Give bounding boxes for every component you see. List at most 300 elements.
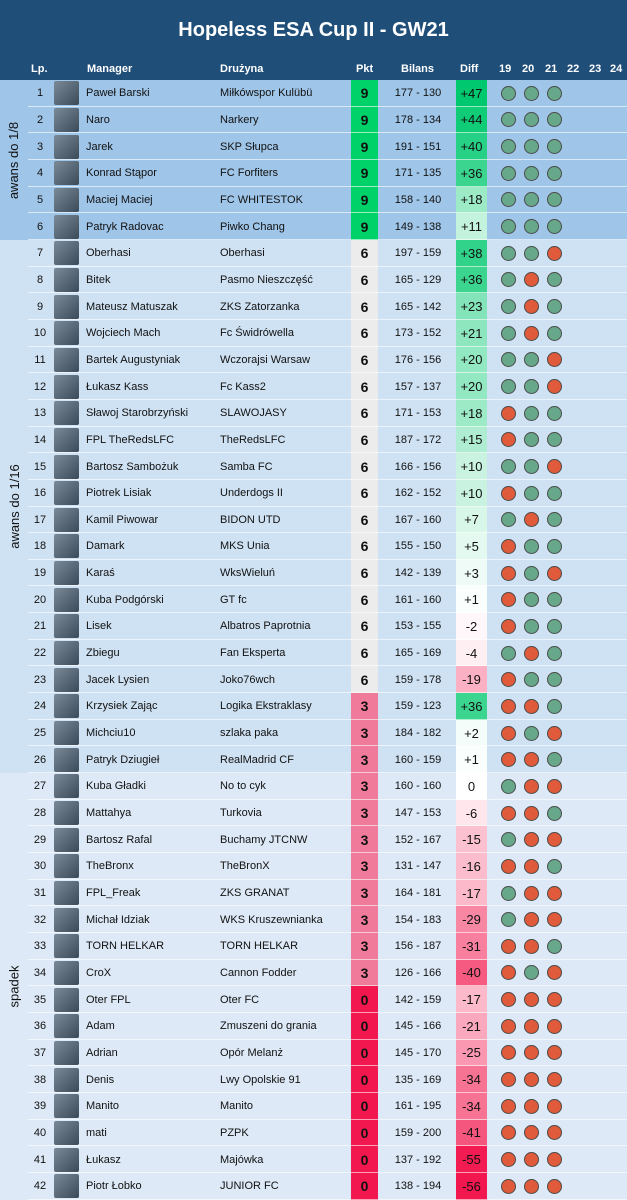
table-row <box>0 906 627 933</box>
manager-name: Wojciech Mach <box>86 327 161 340</box>
loss-dot-icon <box>524 272 539 287</box>
manager-name: Kuba Gładki <box>86 780 146 793</box>
balance-value: 159 - 123 <box>394 700 442 713</box>
points-value: 6 <box>351 373 378 400</box>
points-value: 9 <box>351 187 378 214</box>
page-title: Hopeless ESA Cup II - GW21 <box>0 0 627 60</box>
row-position: 42 <box>33 1180 47 1193</box>
points-value: 6 <box>351 427 378 454</box>
diff-value: -19 <box>456 666 487 693</box>
loss-dot-icon <box>547 726 562 741</box>
row-position: 5 <box>36 193 44 206</box>
points-value: 6 <box>351 613 378 640</box>
points-value: 0 <box>351 1146 378 1173</box>
diff-value: -25 <box>456 1040 487 1067</box>
loss-dot-icon <box>547 459 562 474</box>
row-position: 2 <box>36 113 44 126</box>
diff-value: -55 <box>456 1146 487 1173</box>
table-row <box>0 720 627 747</box>
table-row <box>0 267 627 294</box>
balance-value: 167 - 160 <box>394 513 442 526</box>
win-dot-icon <box>501 459 516 474</box>
loss-dot-icon <box>547 246 562 261</box>
balance-value: 145 - 166 <box>394 1020 442 1033</box>
team-name: Turkovia <box>220 807 262 820</box>
points-value: 0 <box>351 1040 378 1067</box>
row-position: 40 <box>33 1126 47 1139</box>
avatar <box>54 1068 79 1092</box>
manager-name: Krzysiek Zając <box>86 700 158 713</box>
table-header <box>0 60 627 80</box>
win-dot-icon <box>524 726 539 741</box>
loss-dot-icon <box>501 726 516 741</box>
team-name: TheBronX <box>220 860 270 873</box>
points-value: 6 <box>351 640 378 667</box>
balance-value: 191 - 151 <box>394 140 442 153</box>
avatar-cell <box>54 693 80 720</box>
team-name: Cannon Fodder <box>220 966 297 979</box>
header-manager: Manager <box>87 63 133 75</box>
balance-value: 173 - 152 <box>394 327 442 340</box>
win-dot-icon <box>524 86 539 101</box>
table-row <box>0 1173 627 1200</box>
loss-dot-icon <box>547 1099 562 1114</box>
table-row <box>0 400 627 427</box>
team-name: RealMadrid CF <box>220 753 294 766</box>
avatar-cell <box>54 1013 80 1040</box>
team-name: Narkery <box>220 113 259 126</box>
row-position: 31 <box>33 887 47 900</box>
win-dot-icon <box>547 512 562 527</box>
diff-value: -41 <box>456 1120 487 1147</box>
points-value: 3 <box>351 773 378 800</box>
win-dot-icon <box>524 406 539 421</box>
diff-value: +40 <box>456 133 487 160</box>
team-name: Wczorajsi Warsaw <box>220 353 311 366</box>
win-dot-icon <box>524 539 539 554</box>
loss-dot-icon <box>524 992 539 1007</box>
avatar <box>54 1014 79 1038</box>
loss-dot-icon <box>501 752 516 767</box>
win-dot-icon <box>524 672 539 687</box>
win-dot-icon <box>547 139 562 154</box>
avatar-cell <box>54 480 80 507</box>
diff-value: +15 <box>456 427 487 454</box>
win-dot-icon <box>501 886 516 901</box>
win-dot-icon <box>501 326 516 341</box>
avatar <box>54 295 79 319</box>
avatar <box>54 828 79 852</box>
row-position: 4 <box>36 167 44 180</box>
team-name: Miłkówspor Kulübü <box>220 87 313 100</box>
win-dot-icon <box>524 965 539 980</box>
team-name: Oter FC <box>220 993 260 1006</box>
loss-dot-icon <box>524 646 539 661</box>
row-position: 15 <box>33 460 47 473</box>
loss-dot-icon <box>501 1099 516 1114</box>
row-position: 12 <box>33 380 47 393</box>
loss-dot-icon <box>501 672 516 687</box>
diff-value: +11 <box>456 213 487 240</box>
points-value: 0 <box>351 986 378 1013</box>
points-value: 3 <box>351 800 378 827</box>
row-position: 23 <box>33 673 47 686</box>
balance-value: 161 - 160 <box>394 593 442 606</box>
table-row <box>0 240 627 267</box>
points-value: 6 <box>351 453 378 480</box>
avatar <box>54 934 79 958</box>
points-value: 9 <box>351 107 378 134</box>
table-row <box>0 560 627 587</box>
loss-dot-icon <box>501 406 516 421</box>
loss-dot-icon <box>524 779 539 794</box>
table-row <box>0 480 627 507</box>
avatar <box>54 668 79 692</box>
avatar <box>54 321 79 345</box>
avatar <box>54 268 79 292</box>
team-name: Fan Eksperta <box>220 647 286 660</box>
table-row <box>0 373 627 400</box>
diff-value: -4 <box>456 640 487 667</box>
loss-dot-icon <box>547 1019 562 1034</box>
loss-dot-icon <box>501 432 516 447</box>
table-row <box>0 960 627 987</box>
header-pkt: Pkt <box>356 63 374 75</box>
table-row <box>0 1013 627 1040</box>
points-value: 0 <box>351 1013 378 1040</box>
team-name: Underdogs II <box>220 487 283 500</box>
table-row <box>0 800 627 827</box>
diff-value: +20 <box>456 373 487 400</box>
balance-value: 161 - 195 <box>394 1100 442 1113</box>
win-dot-icon <box>547 592 562 607</box>
avatar-cell <box>54 187 80 214</box>
loss-dot-icon <box>524 886 539 901</box>
balance-value: 155 - 150 <box>394 540 442 553</box>
team-name: TORN HELKAR <box>220 940 299 953</box>
header-diff: Diff <box>460 63 479 75</box>
win-dot-icon <box>547 672 562 687</box>
avatar-cell <box>54 800 80 827</box>
win-dot-icon <box>524 166 539 181</box>
manager-name: FPL_Freak <box>86 887 141 900</box>
loss-dot-icon <box>501 1019 516 1034</box>
team-name: Fc Świdrówella <box>220 327 294 340</box>
team-name: Oberhasi <box>220 247 265 260</box>
balance-value: 187 - 172 <box>394 433 442 446</box>
diff-value: +18 <box>456 400 487 427</box>
avatar <box>54 401 79 425</box>
row-position: 33 <box>33 940 47 953</box>
table-row <box>0 133 627 160</box>
row-position: 16 <box>33 487 47 500</box>
manager-name: Adam <box>86 1020 115 1033</box>
diff-value: -6 <box>456 800 487 827</box>
group-label <box>0 773 28 1200</box>
avatar <box>54 215 79 239</box>
win-dot-icon <box>547 752 562 767</box>
table-row <box>0 1040 627 1067</box>
table-row <box>0 293 627 320</box>
team-name: Albatros Paprotnia <box>220 620 311 633</box>
avatar-cell <box>54 107 80 134</box>
loss-dot-icon <box>524 1099 539 1114</box>
win-dot-icon <box>547 112 562 127</box>
row-position: 41 <box>33 1153 47 1166</box>
avatar-cell <box>54 1066 80 1093</box>
win-dot-icon <box>524 139 539 154</box>
win-dot-icon <box>524 619 539 634</box>
row-position: 14 <box>33 433 47 446</box>
table-row <box>0 666 627 693</box>
avatar <box>54 108 79 132</box>
win-dot-icon <box>547 432 562 447</box>
balance-value: 153 - 155 <box>394 620 442 633</box>
win-dot-icon <box>547 326 562 341</box>
manager-name: Piotrek Lisiak <box>86 487 152 500</box>
win-dot-icon <box>547 619 562 634</box>
avatar-cell <box>54 347 80 374</box>
points-value: 9 <box>351 133 378 160</box>
balance-value: 165 - 142 <box>394 300 442 313</box>
team-name: JUNIOR FC <box>220 1180 279 1193</box>
points-value: 0 <box>351 1066 378 1093</box>
diff-value: -40 <box>456 960 487 987</box>
avatar-cell <box>54 240 80 267</box>
manager-name: Piotr Łobko <box>86 1180 142 1193</box>
team-name: Piwko Chang <box>220 220 285 233</box>
team-name: Joko76wch <box>220 673 276 686</box>
win-dot-icon <box>501 352 516 367</box>
table-row <box>0 693 627 720</box>
header-gw: 24 <box>610 63 623 75</box>
avatar <box>54 161 79 185</box>
points-value: 9 <box>351 80 378 107</box>
team-name: Pasmo Nieszczęść <box>220 273 313 286</box>
loss-dot-icon <box>524 939 539 954</box>
manager-name: Patryk Radovac <box>86 220 164 233</box>
table-row <box>0 533 627 560</box>
diff-value: +23 <box>456 293 487 320</box>
table-row <box>0 853 627 880</box>
diff-value: -56 <box>456 1173 487 1200</box>
loss-dot-icon <box>501 1152 516 1167</box>
team-name: FC WHITESTOK <box>220 193 303 206</box>
avatar-cell <box>54 853 80 880</box>
row-position: 1 <box>36 87 44 100</box>
loss-dot-icon <box>524 912 539 927</box>
avatar-cell <box>54 507 80 534</box>
points-value: 3 <box>351 720 378 747</box>
loss-dot-icon <box>501 1045 516 1060</box>
win-dot-icon <box>524 246 539 261</box>
avatar-cell <box>54 1093 80 1120</box>
header-gw: 20 <box>522 63 535 75</box>
win-dot-icon <box>501 832 516 847</box>
row-position: 20 <box>33 593 47 606</box>
loss-dot-icon <box>547 1179 562 1194</box>
avatar <box>54 961 79 985</box>
avatar <box>54 881 79 905</box>
manager-name: Adrian <box>86 1046 118 1059</box>
balance-value: 157 - 137 <box>394 380 442 393</box>
avatar-cell <box>54 666 80 693</box>
manager-name: Karaś <box>86 567 115 580</box>
loss-dot-icon <box>547 1045 562 1060</box>
avatar <box>54 1148 79 1172</box>
table-row <box>0 773 627 800</box>
avatar <box>54 375 79 399</box>
loss-dot-icon <box>547 566 562 581</box>
avatar-cell <box>54 640 80 667</box>
diff-value: +5 <box>456 533 487 560</box>
avatar-cell <box>54 933 80 960</box>
diff-value: +10 <box>456 453 487 480</box>
diff-value: +20 <box>456 347 487 374</box>
avatar-cell <box>54 880 80 907</box>
points-value: 0 <box>351 1173 378 1200</box>
row-position: 24 <box>33 700 47 713</box>
points-value: 3 <box>351 933 378 960</box>
points-value: 6 <box>351 560 378 587</box>
points-value: 0 <box>351 1093 378 1120</box>
table-row <box>0 507 627 534</box>
loss-dot-icon <box>524 326 539 341</box>
loss-dot-icon <box>524 699 539 714</box>
diff-value: -2 <box>456 613 487 640</box>
avatar-cell <box>54 1120 80 1147</box>
row-position: 25 <box>33 727 47 740</box>
loss-dot-icon <box>547 1072 562 1087</box>
loss-dot-icon <box>524 832 539 847</box>
table-row <box>0 1093 627 1120</box>
loss-dot-icon <box>501 566 516 581</box>
loss-dot-icon <box>501 699 516 714</box>
manager-name: Bartek Augustyniak <box>86 353 181 366</box>
row-position: 37 <box>33 1046 47 1059</box>
avatar <box>54 135 79 159</box>
avatar <box>54 988 79 1012</box>
balance-value: 156 - 187 <box>394 940 442 953</box>
avatar-cell <box>54 373 80 400</box>
header-gw: 21 <box>545 63 558 75</box>
balance-value: 154 - 183 <box>394 913 442 926</box>
diff-value: +38 <box>456 240 487 267</box>
win-dot-icon <box>524 459 539 474</box>
team-name: Fc Kass2 <box>220 380 266 393</box>
balance-value: 137 - 192 <box>394 1153 442 1166</box>
manager-name: Lisek <box>86 620 112 633</box>
manager-name: Kamil Piwowar <box>86 513 159 526</box>
manager-name: Michciu10 <box>86 727 136 740</box>
avatar <box>54 561 79 585</box>
loss-dot-icon <box>547 379 562 394</box>
table-row <box>0 826 627 853</box>
avatar <box>54 641 79 665</box>
manager-name: Patryk Dziugieł <box>86 753 160 766</box>
diff-value: +7 <box>456 507 487 534</box>
loss-dot-icon <box>501 965 516 980</box>
avatar <box>54 908 79 932</box>
manager-name: Oberhasi <box>86 247 131 260</box>
diff-value: +2 <box>456 720 487 747</box>
manager-name: FPL TheRedsLFC <box>86 433 175 446</box>
diff-value: +10 <box>456 480 487 507</box>
row-position: 6 <box>36 220 44 233</box>
manager-name: Jarek <box>86 140 113 153</box>
points-value: 3 <box>351 906 378 933</box>
loss-dot-icon <box>524 299 539 314</box>
row-position: 10 <box>33 327 47 340</box>
balance-value: 159 - 178 <box>394 673 442 686</box>
loss-dot-icon <box>547 1152 562 1167</box>
balance-value: 176 - 156 <box>394 353 442 366</box>
manager-name: Jacek Lysien <box>86 673 150 686</box>
win-dot-icon <box>547 86 562 101</box>
balance-value: 165 - 129 <box>394 273 442 286</box>
team-name: Opór Melanż <box>220 1046 283 1059</box>
balance-value: 138 - 194 <box>394 1180 442 1193</box>
win-dot-icon <box>524 432 539 447</box>
win-dot-icon <box>524 592 539 607</box>
row-position: 39 <box>33 1100 47 1113</box>
row-divider <box>28 1199 627 1200</box>
table-row <box>0 80 627 107</box>
row-position: 29 <box>33 833 47 846</box>
win-dot-icon <box>547 192 562 207</box>
balance-value: 184 - 182 <box>394 727 442 740</box>
manager-name: Maciej Maciej <box>86 193 153 206</box>
avatar-cell <box>54 293 80 320</box>
win-dot-icon <box>547 539 562 554</box>
avatar <box>54 428 79 452</box>
header-gw: 23 <box>589 63 602 75</box>
win-dot-icon <box>501 86 516 101</box>
avatar-cell <box>54 133 80 160</box>
win-dot-icon <box>501 272 516 287</box>
avatar <box>54 801 79 825</box>
row-position: 32 <box>33 913 47 926</box>
team-name: TheRedsLFC <box>220 433 286 446</box>
points-value: 6 <box>351 347 378 374</box>
row-position: 21 <box>33 620 47 633</box>
team-name: Lwy Opolskie 91 <box>220 1073 301 1086</box>
loss-dot-icon <box>547 992 562 1007</box>
avatar-cell <box>54 720 80 747</box>
points-value: 6 <box>351 267 378 294</box>
team-name: WKS Kruszewnianka <box>220 913 323 926</box>
manager-name: Manito <box>86 1100 120 1113</box>
win-dot-icon <box>547 699 562 714</box>
balance-value: 164 - 181 <box>394 887 442 900</box>
manager-name: CroX <box>86 966 112 979</box>
group-label-text: awans do 1/16 <box>6 464 22 549</box>
balance-value: 165 - 169 <box>394 647 442 660</box>
win-dot-icon <box>524 379 539 394</box>
win-dot-icon <box>547 219 562 234</box>
avatar-cell <box>54 986 80 1013</box>
avatar <box>54 748 79 772</box>
table-row <box>0 880 627 907</box>
balance-value: 166 - 156 <box>394 460 442 473</box>
manager-name: Bartosz Sambożuk <box>86 460 179 473</box>
avatar <box>54 854 79 878</box>
win-dot-icon <box>547 299 562 314</box>
balance-value: 147 - 153 <box>394 807 442 820</box>
avatar <box>54 81 79 105</box>
team-name: Buchamy JTCNW <box>220 833 308 846</box>
loss-dot-icon <box>524 1179 539 1194</box>
